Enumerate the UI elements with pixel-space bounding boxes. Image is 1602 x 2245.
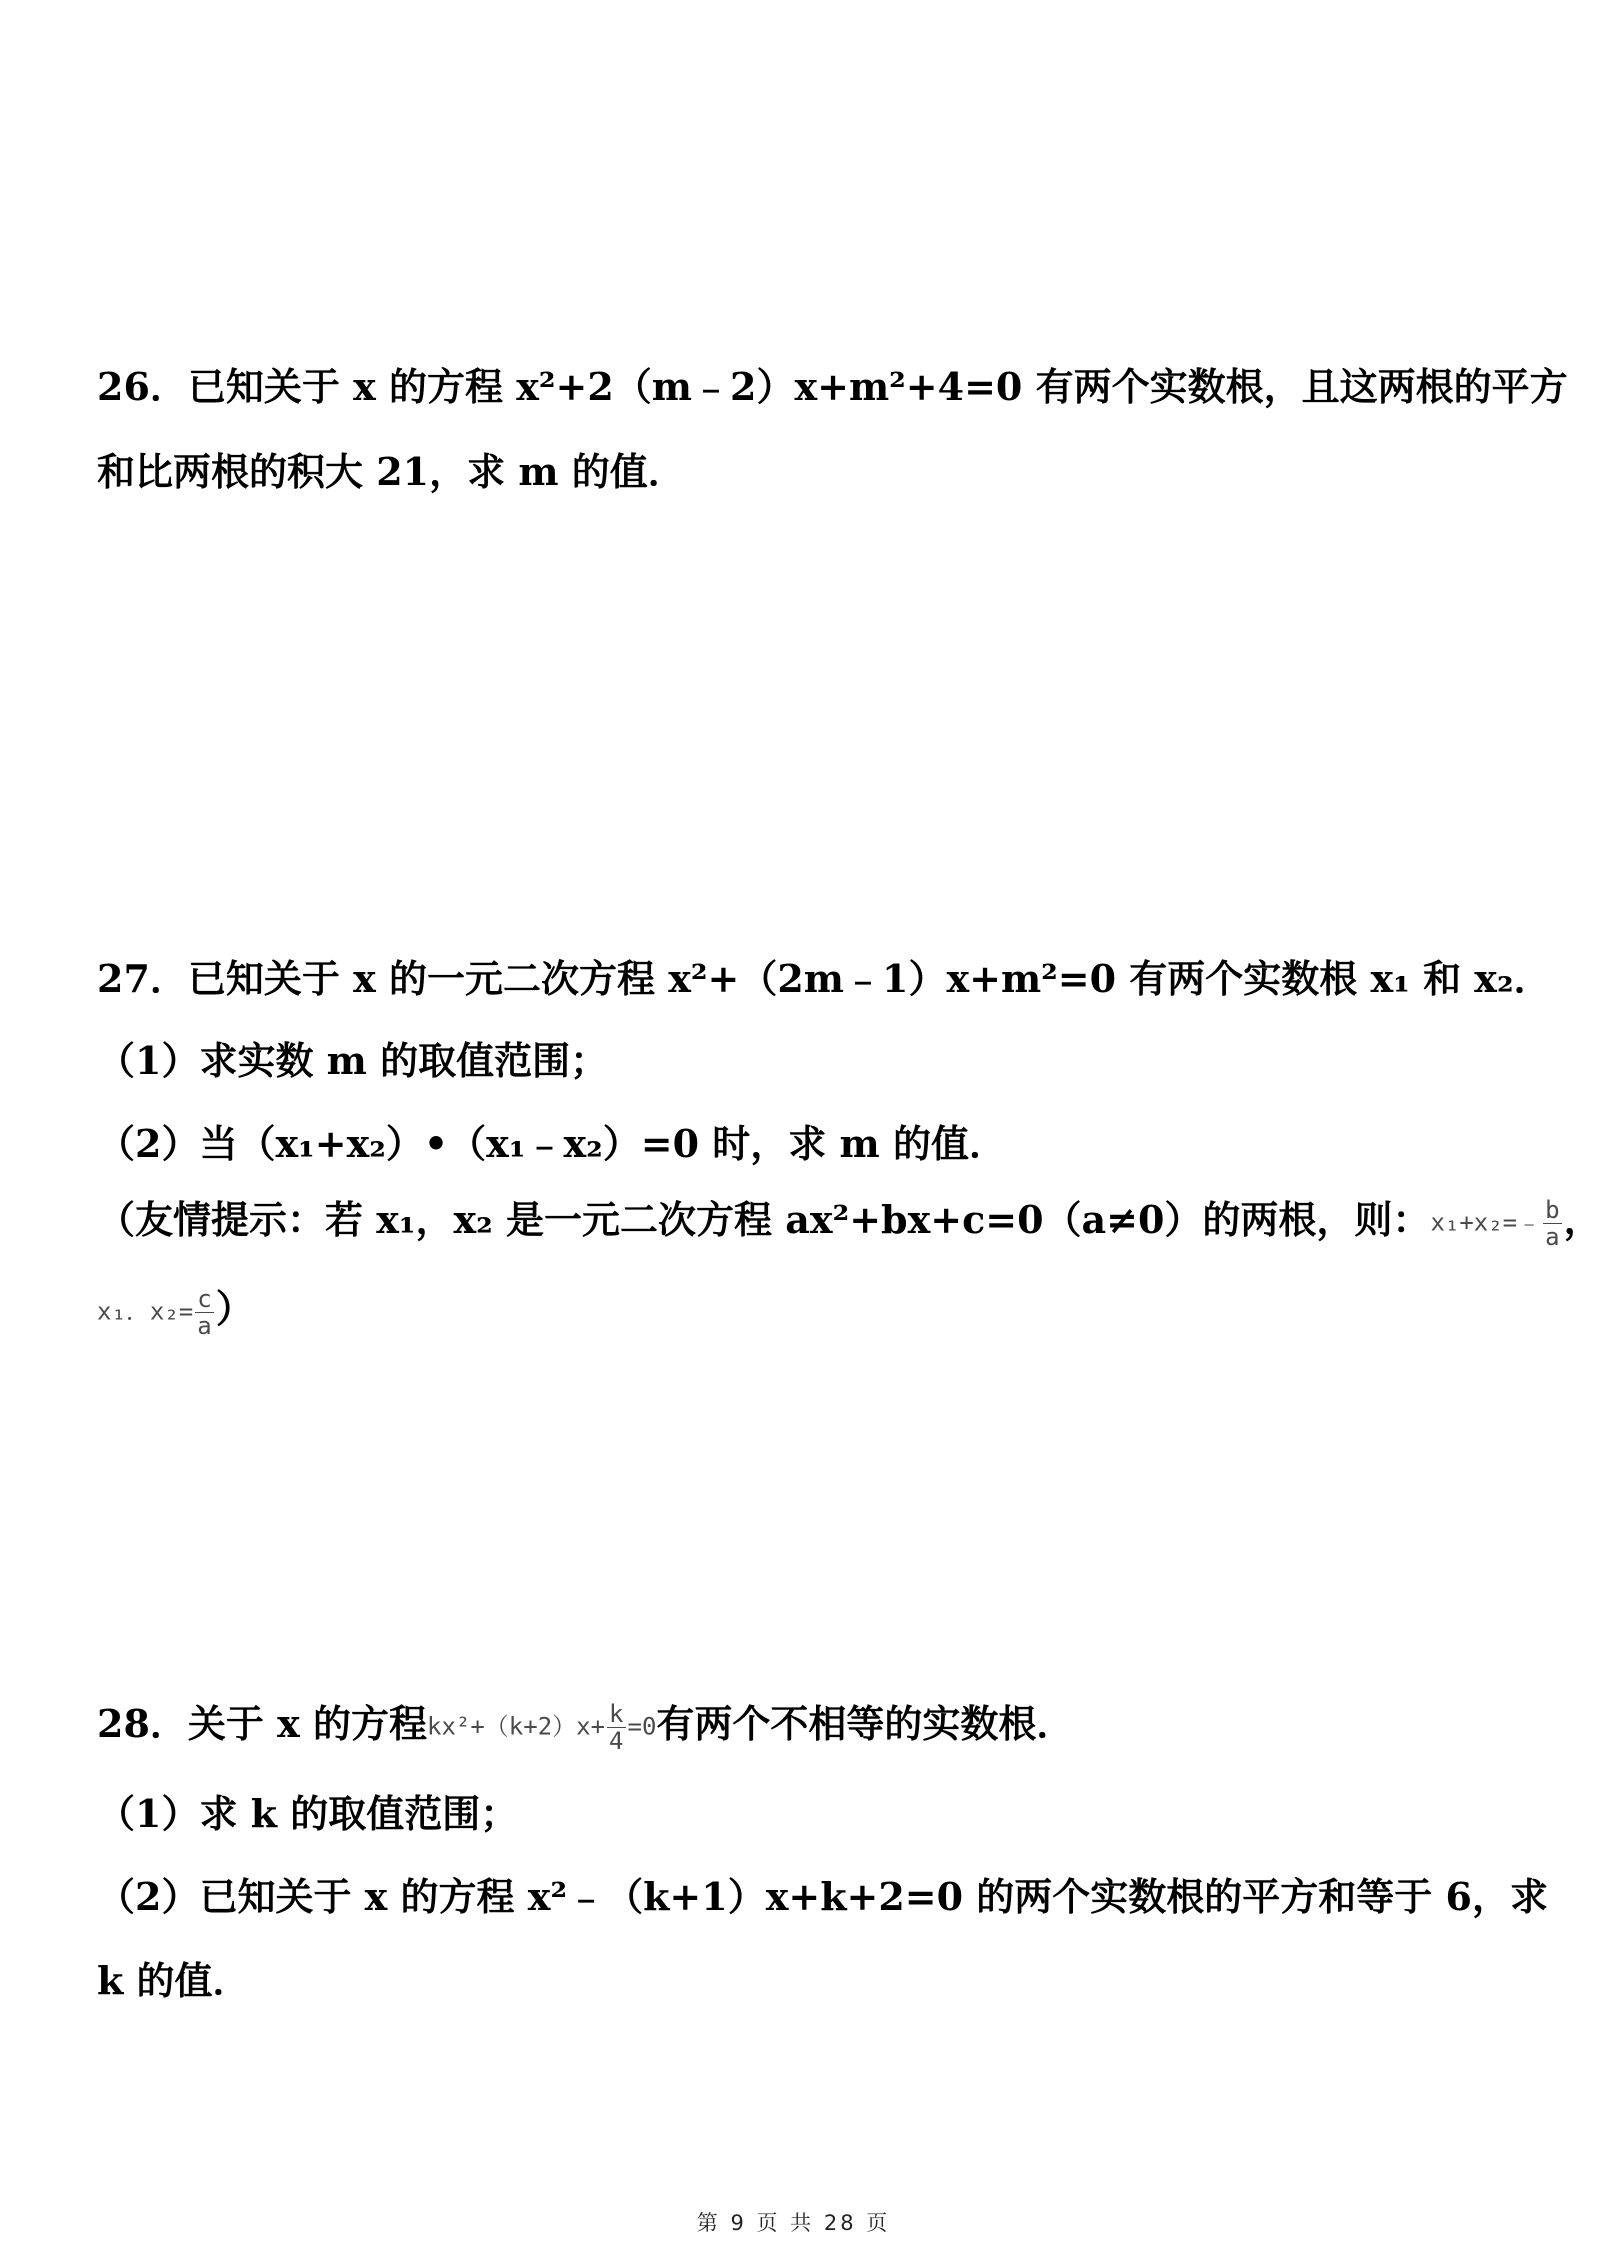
hint-sum-formula: x₁+x₂=﹣ $\frac{b}{a}$: [1430, 1196, 1560, 1251]
q27-line1: 27．已知关于 x 的一元二次方程 x²+（2m﹣1）x+m²=0 有两个实数根 x₁ 和 x₂．: [97, 956, 1552, 1001]
page-footer: 第 9 页 共 28 页: [696, 2211, 891, 2235]
q27-hint: （友情提示：若 x₁，x₂ 是一元二次方程 ax²+bx+c=0（a≠0）的两根，则：x₁+x₂=﹣ $\frac{b}{a}$ ，: [97, 1196, 1602, 1251]
q27-hint-text: （友情提示：若 x₁，x₂ 是一元二次方程 ax²+bx+c=0（a≠0）的两根，则：: [97, 1197, 1431, 1242]
q28-part2: （2）已知关于 x 的方程 x²﹣（k+1）x+k+2=0 的两个实数根的平方和等于 6，求: [97, 1874, 1548, 1919]
q26-line2: 和比两根的积大 21，求 m 的值．: [97, 449, 686, 494]
q27-hint-cont: x₁．x₂= $\frac{c}{a}$ ）: [97, 1285, 254, 1340]
q28-line1: 28．关于 x 的方程kx²+（k+2）x+ $\frac{k}{4}$ =0有两个不相等的实数根．: [97, 1700, 1075, 1755]
q27-part2: （2）当（x₁+x₂）•（x₁﹣x₂）=0 时，求 m 的值．: [97, 1121, 1007, 1166]
q28-equation: kx²+（k+2）x+ $\frac{k}{4}$ =0: [427, 1700, 657, 1755]
q28-fraction: $\frac{k}{4}$: [609, 1700, 624, 1755]
hint-product-fraction: $\frac{c}{a}$: [197, 1285, 212, 1340]
q27-part1: （1）求实数 m 的取值范围；: [97, 1038, 609, 1083]
q26-line1: 26．已知关于 x 的方程 x²+2（m﹣2）x+m²+4=0 有两个实数根，且这两根的平方: [97, 364, 1568, 409]
q28-part1: （1）求 k 的取值范围；: [97, 1791, 519, 1836]
hint-sum-fraction: $\frac{b}{a}$: [1545, 1196, 1560, 1251]
q28-part2-cont: k 的值．: [97, 1958, 251, 2003]
hint-product-formula: x₁．x₂= $\frac{c}{a}$: [97, 1285, 212, 1340]
